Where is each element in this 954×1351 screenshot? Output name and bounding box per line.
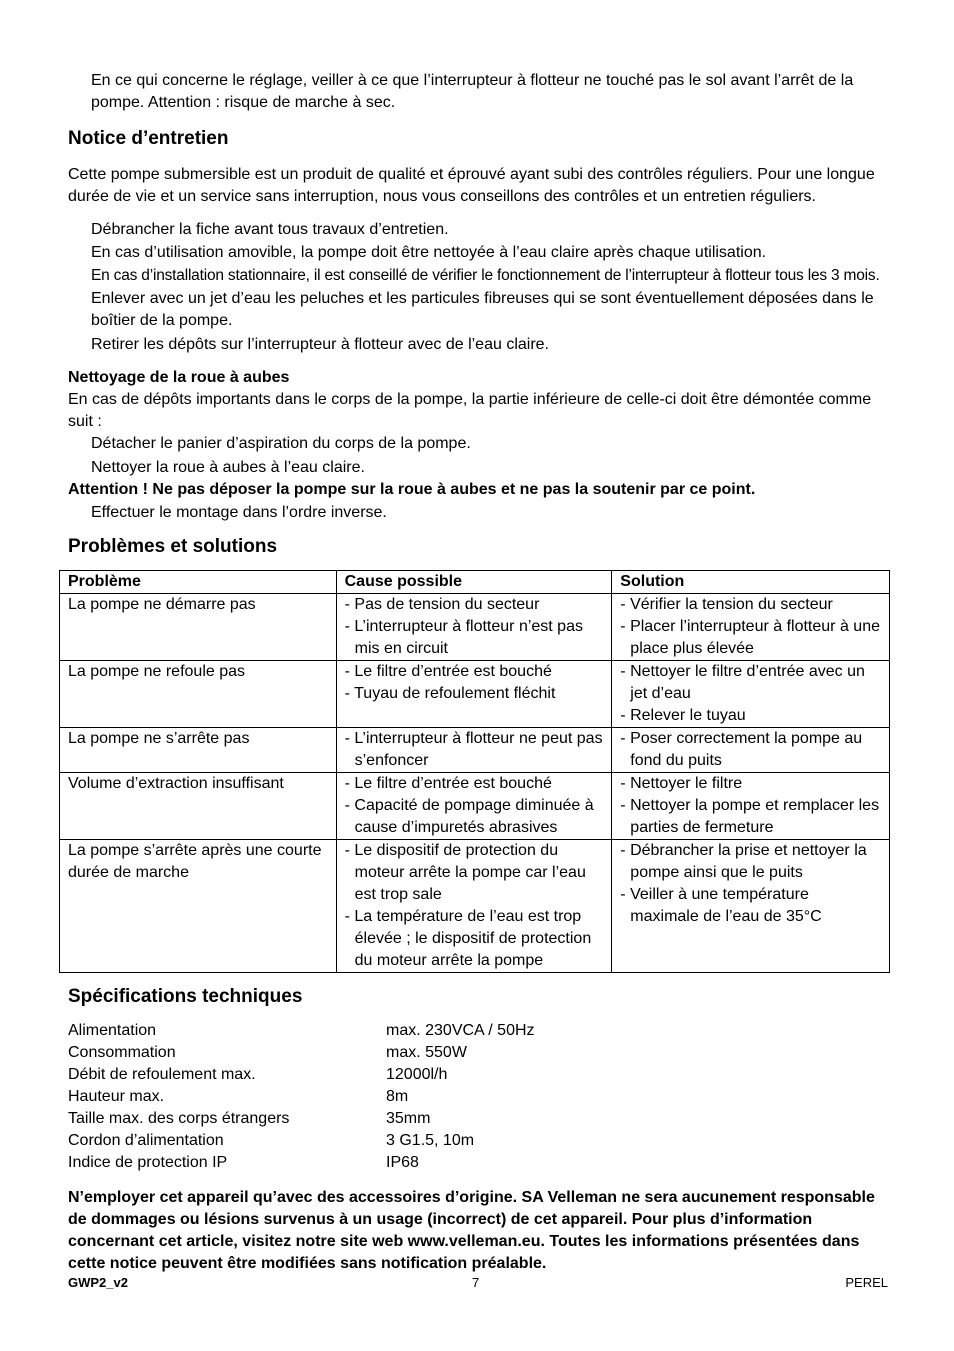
table-row xyxy=(60,661,890,728)
problem-cell xyxy=(60,773,337,840)
impeller-intro: En cas de dépôts importants dans le corps de la pompe, la partie inférieure de celle-ci doit être démontée comme suit : xyxy=(68,391,872,430)
maintenance-intro xyxy=(68,164,890,208)
spec-row xyxy=(68,1020,890,1042)
header-cause: Cause possible xyxy=(336,571,612,594)
maintenance-intro-line-2: durée de vie et un service sans interruption, nous vous conseillons des contrôles et un entretien réguliers. xyxy=(68,188,816,205)
impeller-heading: Nettoyage de la roue à aubes xyxy=(68,369,290,386)
specs-heading: Spécifications techniques xyxy=(68,986,303,1007)
troubleshooting-table xyxy=(59,570,890,973)
adjust-note-line-2: pompe. Attention : risque de marche à sec. xyxy=(91,94,396,111)
spec-row xyxy=(68,1064,890,1086)
solution-cell xyxy=(612,661,890,728)
cause-item: - Pas de tension du secteur xyxy=(344,596,540,613)
spec-value: 12000l/h xyxy=(386,1066,448,1083)
problem-cell xyxy=(60,840,337,973)
solution-cell xyxy=(612,728,890,773)
footer-model: GWP2_v2 xyxy=(68,1275,128,1290)
impeller-step-3: Effectuer le montage dans l’ordre inverse. xyxy=(91,504,387,521)
table-row xyxy=(60,840,890,973)
spec-row xyxy=(68,1152,890,1174)
problem-cell xyxy=(60,728,337,773)
table-row xyxy=(60,728,890,773)
header-solution: Solution xyxy=(612,571,890,594)
spec-label: Consommation xyxy=(68,1044,176,1061)
spec-value: 8m xyxy=(386,1088,409,1105)
spec-value: max. 230VCA / 50Hz xyxy=(386,1022,535,1039)
cause-item: - Le dispositif de protection du moteur arrête la pompe car l’eau est trop sale xyxy=(344,842,586,903)
table-row xyxy=(60,594,890,661)
maintenance-item: Débrancher la fiche avant tous travaux d’entretien. xyxy=(91,221,449,238)
solution-item: - Débrancher la prise et nettoyer la pompe ainsi que le puits xyxy=(620,842,867,881)
cause-item: - Le filtre d’entrée est bouché xyxy=(344,663,552,680)
impeller-warning: Attention ! Ne pas déposer la pompe sur la roue à aubes et ne pas la soutenir par ce point. xyxy=(68,481,756,498)
spec-row xyxy=(68,1130,890,1152)
spec-label: Alimentation xyxy=(68,1022,157,1039)
cause-item: - Tuyau de refoulement fléchit xyxy=(344,685,556,702)
spec-value: IP68 xyxy=(386,1154,419,1171)
disclaimer xyxy=(68,1187,890,1275)
solution-item: - Nettoyer le filtre xyxy=(620,775,743,792)
problem-text: La pompe ne démarre pas xyxy=(68,596,256,613)
spec-label: Cordon d’alimentation xyxy=(68,1132,224,1149)
spec-row xyxy=(68,1108,890,1130)
header-problem: Problème xyxy=(60,571,337,594)
cause-item: - Le filtre d’entrée est bouché xyxy=(344,775,552,792)
problem-text: La pompe ne s’arrête pas xyxy=(68,730,250,747)
spec-value: max. 550W xyxy=(386,1044,467,1061)
solution-item: - Relever le tuyau xyxy=(620,707,746,724)
maintenance-intro-line-1: Cette pompe submersible est un produit de qualité et éprouvé ayant subi des contrôles réguliers. Pour une longue xyxy=(68,166,875,183)
solution-item: - Placer l’interrupteur à flotteur à une place plus élevée xyxy=(620,618,880,657)
solution-item: - Nettoyer le filtre d’entrée avec un jet d’eau xyxy=(620,663,865,702)
solution-item: - Vérifier la tension du secteur xyxy=(620,596,833,613)
maintenance-item: Retirer les dépôts sur l’interrupteur à flotteur avec de l’eau claire. xyxy=(91,336,549,353)
cause-cell xyxy=(336,594,612,661)
problem-text: La pompe s’arrête après une courte durée de marche xyxy=(68,842,322,881)
troubleshooting-heading: Problèmes et solutions xyxy=(68,536,278,557)
solution-cell xyxy=(612,773,890,840)
adjust-note-line-1: En ce qui concerne le réglage, veiller à ce que l’interrupteur à flotteur ne touché pas le sol avant l’arrêt de la xyxy=(91,72,854,89)
spec-label: Débit de refoulement max. xyxy=(68,1066,256,1083)
disclaimer-line-2: de dommages ou lésions survenus à un usage (incorrect) de cet appareil. Pour plus d’information xyxy=(68,1211,813,1228)
spec-label: Taille max. des corps étrangers xyxy=(68,1110,290,1127)
table-row xyxy=(60,773,890,840)
maintenance-item: En cas d’installation stationnaire, il est conseillé de vérifier le fonctionnement de l’interrupteur à flotteur tous les 3 mois. xyxy=(91,267,880,284)
solution-cell xyxy=(612,594,890,661)
problem-text: La pompe ne refoule pas xyxy=(68,663,246,680)
impeller-step-1: Détacher le panier d’aspiration du corps de la pompe. xyxy=(91,435,471,452)
document-page xyxy=(68,68,890,1275)
disclaimer-line-1: N’employer cet appareil qu’avec des accessoires d’origine. SA Velleman ne sera aucunement responsable xyxy=(68,1189,875,1206)
footer-page-number: 7 xyxy=(472,1275,480,1290)
spec-value: 3 G1.5, 10m xyxy=(386,1132,475,1149)
maintenance-item: Enlever avec un jet d’eau les peluches et les particules fibreuses qui se sont éventuellement déposées dans le xyxy=(91,290,874,307)
maintenance-list xyxy=(68,219,890,356)
cause-item: - L’interrupteur à flotteur n’est pas mis en circuit xyxy=(344,618,583,657)
cause-item: - La température de l’eau est trop élevée ; le dispositif de protection du moteur arrête la pompe xyxy=(344,908,592,969)
spec-row xyxy=(68,1086,890,1108)
impeller-step-2: Nettoyer la roue à aubes à l’eau claire. xyxy=(91,459,365,476)
cause-cell xyxy=(336,773,612,840)
footer-brand: PEREL xyxy=(845,1275,888,1290)
cause-cell xyxy=(336,840,612,973)
cause-item: - Capacité de pompage diminuée à cause d’impuretés abrasives xyxy=(344,797,594,836)
specs-list xyxy=(68,1020,890,1174)
disclaimer-line-3: concernant cet article, visitez notre site web www.velleman.eu. Toutes les informations présentées dans xyxy=(68,1233,860,1250)
maintenance-item: En cas d’utilisation amovible, la pompe doit être nettoyée à l’eau claire après chaque utilisation. xyxy=(91,244,767,261)
cause-cell xyxy=(336,728,612,773)
maintenance-item: boîtier de la pompe. xyxy=(91,312,233,329)
cause-cell xyxy=(336,661,612,728)
disclaimer-line-4: cette notice peuvent être modifiées sans notification préalable. xyxy=(68,1255,547,1272)
solution-item: - Nettoyer la pompe et remplacer les parties de fermeture xyxy=(620,797,880,836)
problem-text: Volume d’extraction insuffisant xyxy=(68,775,284,792)
table-header-row xyxy=(60,571,890,594)
solution-item: - Veiller à une température maximale de l’eau de 35°C xyxy=(620,886,822,925)
problem-cell xyxy=(60,661,337,728)
problem-cell xyxy=(60,594,337,661)
cause-item: - L’interrupteur à flotteur ne peut pas s’enfoncer xyxy=(344,730,603,769)
spec-value: 35mm xyxy=(386,1110,431,1127)
spec-label: Indice de protection IP xyxy=(68,1154,228,1171)
spec-label: Hauteur max. xyxy=(68,1088,165,1105)
solution-cell xyxy=(612,840,890,973)
spec-row xyxy=(68,1042,890,1064)
solution-item: - Poser correctement la pompe au fond du puits xyxy=(620,730,863,769)
adjust-note xyxy=(68,70,890,114)
maintenance-heading: Notice d’entretien xyxy=(68,128,229,149)
